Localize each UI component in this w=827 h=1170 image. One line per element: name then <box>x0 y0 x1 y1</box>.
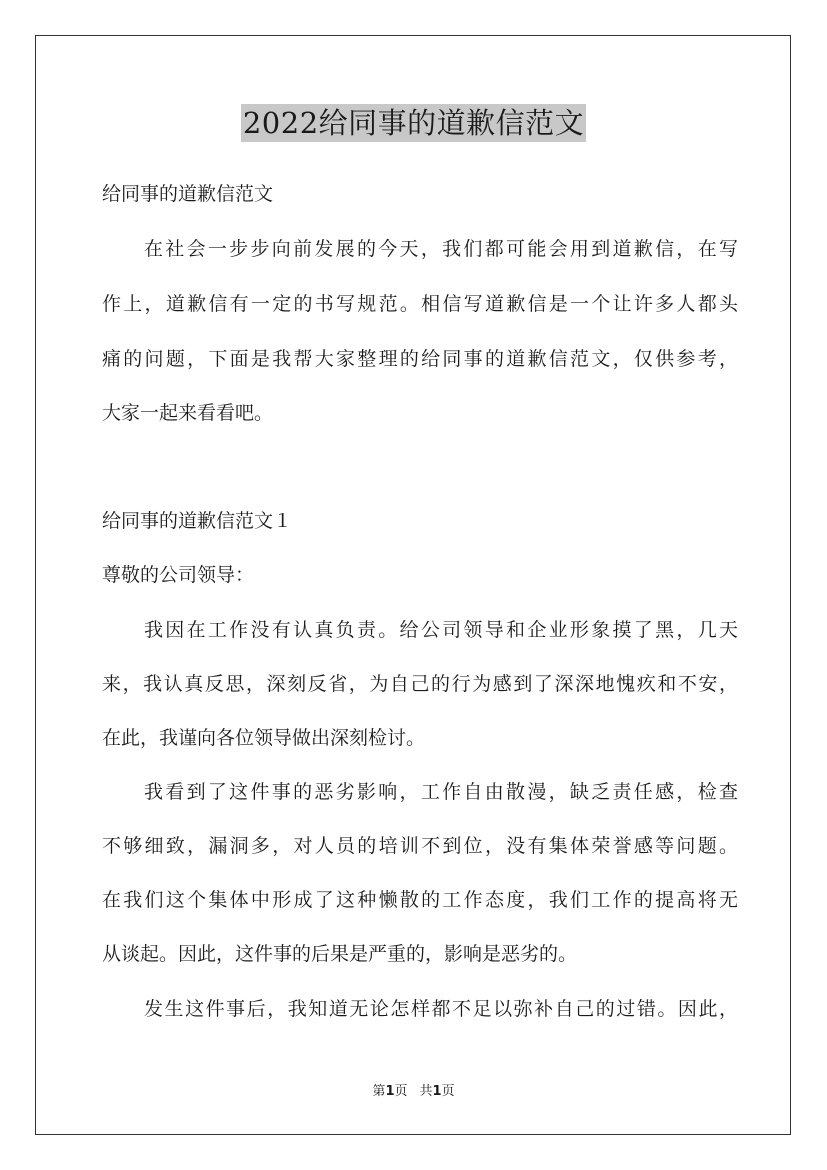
page-number-prefix: 第 <box>372 1084 386 1099</box>
total-pages-prefix: 共 <box>419 1084 433 1099</box>
paragraph2-line-4: 从谈起。因此，这件事的后果是严重的，影响是恶劣的。 <box>102 943 578 965</box>
paragraph1-line-1: 我因在工作没有认真负责。给公司领导和企业形象摸了黑，几天 <box>144 619 738 641</box>
title-container <box>0 104 827 142</box>
total-pages-count: 1 <box>432 1084 442 1099</box>
section-heading: 给同事的道歉信范文１ <box>102 510 293 532</box>
page-footer <box>0 1083 827 1101</box>
intro-line-2: 作上，道歉信有一定的书写规范。相信写道歉信是一个让许多人都头 <box>102 293 738 315</box>
paragraph1-line-2: 来，我认真反思，深刻反省，为自己的行为感到了深深地愧疚和不安， <box>102 673 738 695</box>
document-title: 2022给同事的道歉信范文 <box>242 106 585 140</box>
paragraph1-line-3: 在此，我谨向各位领导做出深刻检讨。 <box>102 727 426 749</box>
page-number-current: 1 <box>385 1084 395 1099</box>
paragraph2-line-3: 在我们这个集体中形成了这种懒散的工作态度，我们工作的提高将无 <box>102 889 738 911</box>
page-number-suffix: 页 <box>394 1084 408 1099</box>
document-subtitle: 给同事的道歉信范文 <box>102 183 274 205</box>
salutation: 尊敬的公司领导： <box>102 564 255 586</box>
intro-line-1: 在社会一步步向前发展的今天，我们都可能会用到道歉信，在写 <box>144 238 738 260</box>
paragraph2-line-1: 我看到了这件事的恶劣影响，工作自由散漫，缺乏责任感，检查 <box>144 781 738 803</box>
intro-line-3: 痛的问题，下面是我帮大家整理的给同事的道歉信范文，仅供参考， <box>102 348 738 370</box>
intro-line-4: 大家一起来看看吧。 <box>102 402 274 424</box>
paragraph2-line-2: 不够细致，漏洞多，对人员的培训不到位，没有集体荣誉感等问题。 <box>102 835 738 857</box>
total-pages-suffix: 页 <box>441 1084 455 1099</box>
paragraph3-line-1: 发生这件事后，我知道无论怎样都不足以弥补自己的过错。因此， <box>144 998 738 1020</box>
